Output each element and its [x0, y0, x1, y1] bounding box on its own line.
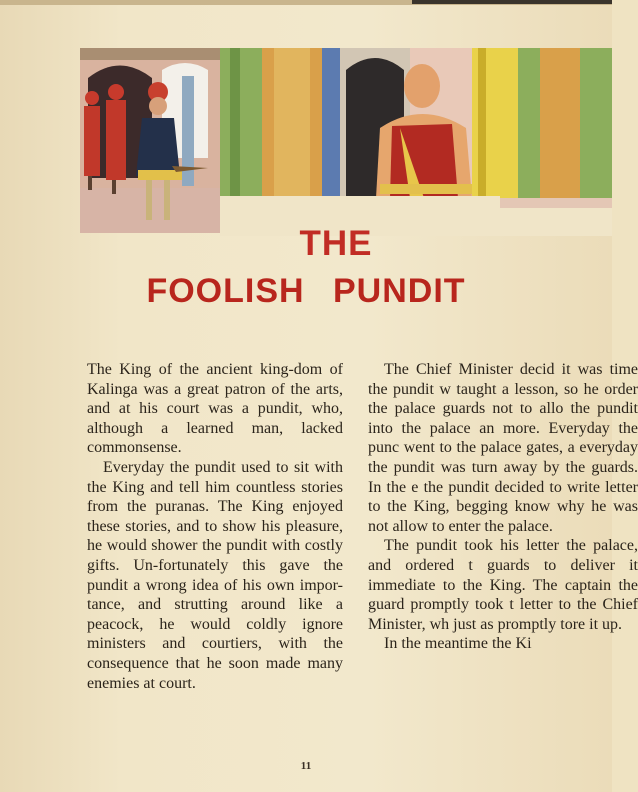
paragraph: The Chief Minister decid it was time the pundit w taught a lesson, so he order the palace guards not to allo the pundit into the palace an more. Everyday the punc went to the palace gates, a everyday the pundit was turn away by the guards. In the e the pundit decided to write letter to the King, begging know why he was not allow to enter the palace.	[368, 361, 638, 535]
title-line-2: FOOLISH PUNDIT	[146, 272, 466, 310]
paragraph: In the meantime the Ki	[384, 635, 532, 653]
paragraph: The pundit took his letter the palace, and ordered t guards to deliver it immediate to the King. The captain the guard promptly took t letter to the Chief Minister, wh just as promptly tore it up.	[368, 537, 638, 633]
page-number: 11	[300, 760, 312, 772]
title-line-1: THE	[299, 224, 373, 263]
paragraph: The King of the ancient king-dom of Kalinga was a great patron of the arts, and at his court was a pundit, who, although a learned man, lacked commonsense.	[87, 361, 343, 457]
text-column-right	[368, 360, 638, 654]
paragraph: Everyday the pundit used to sit with the King and tell him countless stories from the puranas. The King enjoyed these stories, and to show his pleasure, he would shower the pundit with costly gifts. Un-fortunately this gave the pundit a wrong idea of his own impor-tance, and strutting around like a peacock, he would coldly ignore ministers and courtiers, with the consequence that he soon made many enemies at court.	[87, 458, 343, 692]
